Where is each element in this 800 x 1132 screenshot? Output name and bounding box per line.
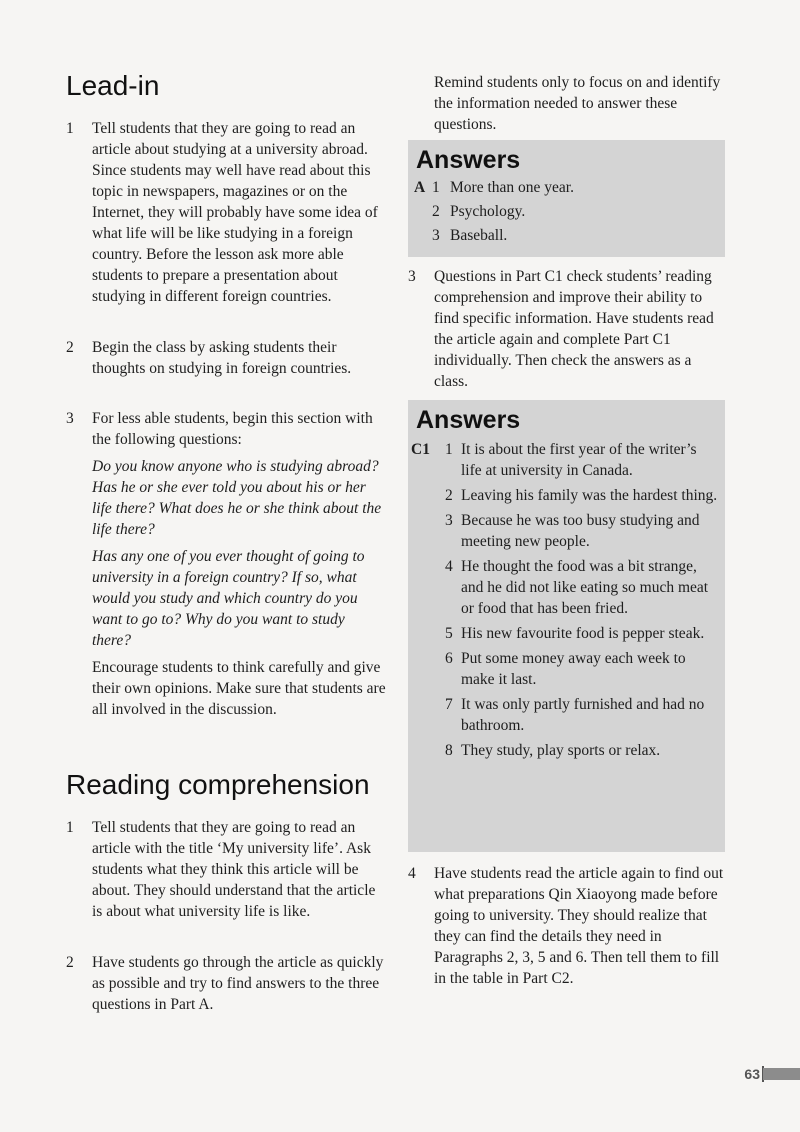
- item-number: 4: [408, 865, 416, 882]
- answer-row: [432, 201, 725, 225]
- answer-text: More than one year.: [450, 179, 574, 196]
- item-text: Have students read the article again to find out what preparations Qin Xiaoyong made before going to university. They should realize that they can find the details they need in Paragraphs 2, 3, 5 and 6. Then tell them to fill in the table in Part C2.: [434, 865, 724, 987]
- answer-row: [432, 225, 725, 249]
- item-number: 2: [66, 339, 74, 356]
- answer-text: Baseball.: [450, 227, 508, 244]
- item-number: 3: [66, 410, 74, 427]
- answer-row: [445, 510, 721, 552]
- answer-text: His new favourite food is pepper steak.: [461, 625, 705, 642]
- item-text: Tell students that they are going to read an article with the title ‘My university life’. Ask students what they think this article will be about. They should understand that the article is about what university life is like.: [92, 819, 376, 920]
- answer-text: Psychology.: [450, 203, 526, 220]
- item-text: For less able students, begin this section with the following questions:: [92, 410, 373, 448]
- answer-row: [445, 623, 721, 644]
- lead-in-item-1: [66, 118, 386, 307]
- answer-text: It is about the first year of the writer’s life at university in Canada.: [461, 441, 697, 479]
- answer-number: 4: [445, 558, 453, 575]
- answer-number: 5: [445, 625, 453, 642]
- item-text: Tell students that they are going to read an article about studying at a university abroad. Since students may well have read about this topic in newspapers, magazines or on the Internet, they will probably have some idea of what life will be like studying in a foreign country. Before the lesson ask more able students to prepare a presentation about studying in different foreign countries.: [92, 120, 378, 305]
- answer-text: Because he was too busy studying and meeting new people.: [461, 512, 700, 550]
- answer-number: 7: [445, 696, 453, 713]
- answer-number: 2: [432, 203, 440, 220]
- answer-text: Leaving his family was the hardest thing.: [461, 487, 718, 504]
- answers-section-label: C1: [411, 441, 430, 458]
- answer-row: [445, 556, 721, 619]
- answer-row: [445, 485, 721, 506]
- answer-row: [445, 694, 721, 736]
- item-text-followup: Encourage students to think carefully and give their own opinions. Make sure that students are all involved in the discussion.: [92, 659, 386, 718]
- item-number: 1: [66, 819, 74, 836]
- item-text: Have students go through the article as quickly as possible and try to find answers to the three questions in Part A.: [92, 954, 384, 1013]
- answer-number: 3: [445, 512, 453, 529]
- item-text: Remind students only to focus on and identify the information needed to answer these questions.: [434, 74, 721, 133]
- reading-comprehension-heading: Reading comprehension: [66, 769, 370, 800]
- answers-heading: Answers: [416, 406, 521, 434]
- item-number: 2: [66, 954, 74, 971]
- answer-text: He thought the food was a bit strange, and he did not like eating so much meat or food that has been fried.: [461, 558, 709, 617]
- answer-row: [432, 177, 725, 201]
- reading-item-3: [408, 266, 724, 392]
- answer-number: 2: [445, 487, 453, 504]
- answer-number: 8: [445, 742, 453, 759]
- item-text: Questions in Part C1 check students’ reading comprehension and improve their ability to find specific information. Have students read the article again and complete Part C1 individually. Then check the answers as a class.: [434, 268, 714, 390]
- item-number: 3: [408, 268, 416, 285]
- reading-item-2-continued: [408, 72, 724, 135]
- answer-text: It was only partly furnished and had no bathroom.: [461, 696, 705, 734]
- answer-row: [445, 648, 721, 690]
- answer-text: Put some money away each week to make it last.: [461, 650, 686, 688]
- answer-number: 3: [432, 227, 440, 244]
- reading-item-2: [66, 952, 386, 1015]
- answers-box-a: [408, 140, 725, 257]
- item-text: Begin the class by asking students their thoughts on studying in foreign countries.: [92, 339, 352, 377]
- discussion-questions-2: Has any one of you ever thought of going to university in a foreign country? If so, what would you study and which country do you want to go to? Why do you want to study there?: [92, 548, 365, 649]
- page-number: 63: [744, 1066, 760, 1082]
- item-number: 1: [66, 120, 74, 137]
- reading-item-4: [408, 863, 724, 989]
- answers-heading: Answers: [416, 146, 521, 174]
- lead-in-item-3: [66, 408, 386, 720]
- answer-number: 6: [445, 650, 453, 667]
- reading-item-1: [66, 817, 386, 922]
- answer-number: 1: [445, 441, 453, 458]
- answer-number: 1: [432, 179, 440, 196]
- answer-row: [445, 740, 721, 761]
- answer-text: They study, play sports or relax.: [461, 742, 661, 759]
- answers-box-c1: [408, 400, 725, 852]
- lead-in-item-2: [66, 337, 386, 379]
- discussion-questions-1: Do you know anyone who is studying abroad? Has he or she ever told you about his or her life there? What does he or she think about the life there?: [92, 458, 382, 538]
- lead-in-heading: Lead-in: [66, 70, 160, 101]
- answer-row: [445, 439, 721, 481]
- answers-section-label: A: [414, 179, 426, 196]
- page-number-bar: [763, 1068, 800, 1080]
